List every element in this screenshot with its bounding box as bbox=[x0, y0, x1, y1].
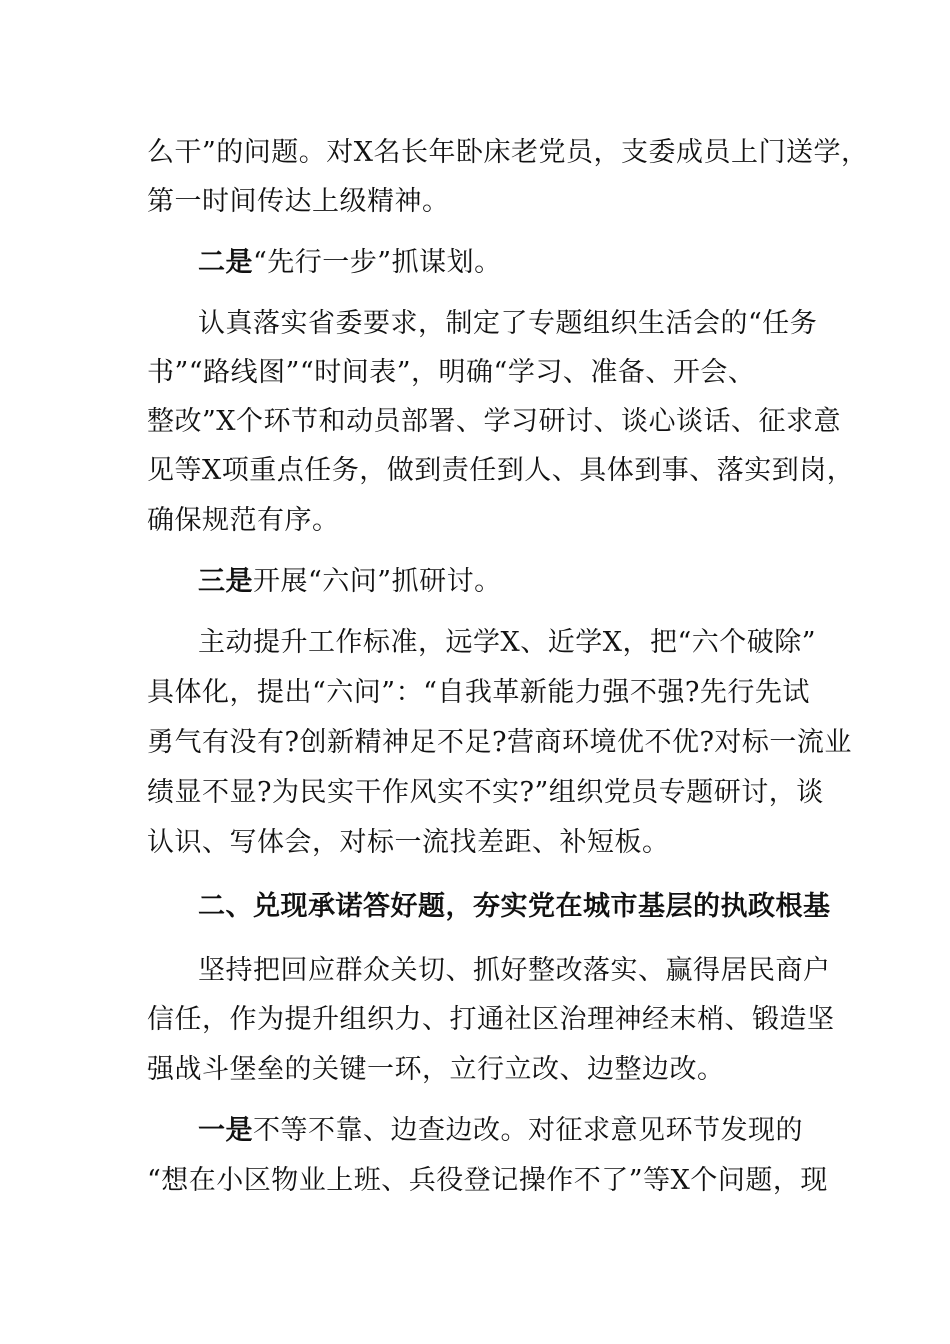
paragraph-line bbox=[198, 951, 831, 991]
paragraph-line bbox=[198, 304, 817, 344]
paragraph-line bbox=[147, 182, 450, 222]
subheading-line bbox=[198, 562, 502, 602]
lead-label: 一是 bbox=[198, 1115, 253, 1146]
paragraph-line bbox=[147, 673, 810, 713]
paragraph-line bbox=[147, 1000, 835, 1040]
lead-label: 二是 bbox=[198, 247, 253, 278]
paragraph-line bbox=[147, 723, 852, 763]
heading-text: 二、兑现承诺答好题，夯实党在城市基层的执政根基 bbox=[198, 891, 831, 922]
paragraph-line bbox=[147, 353, 755, 393]
line-text: 见等X项重点任务，做到责任到人、具体到事、落实到岗， bbox=[147, 455, 855, 486]
lead-label: 三是 bbox=[198, 566, 253, 597]
paragraph-line bbox=[147, 1161, 828, 1201]
line-text: 绩显不显?为民实干作风实不实?”组织党员专题研讨，谈 bbox=[147, 777, 824, 808]
paragraph-line bbox=[147, 1050, 725, 1090]
line-text: 第一时间传达上级精神。 bbox=[147, 186, 450, 217]
line-text: 认真落实省委要求，制定了专题组织生活会的“任务 bbox=[198, 308, 818, 339]
paragraph-line bbox=[198, 1111, 803, 1151]
paragraph-line bbox=[147, 451, 854, 491]
line-text: 主动提升工作标准，远学X、近学X，把“六个破除” bbox=[198, 627, 817, 658]
paragraph-line bbox=[147, 402, 841, 442]
paragraph-line bbox=[147, 501, 340, 541]
line-text: 书”“路线图”“时间表”，明确“学习、准备、开会、 bbox=[147, 357, 756, 388]
paragraph-line bbox=[147, 133, 869, 173]
line-text: 坚持把回应群众关切、抓好整改落实、赢得居民商户 bbox=[198, 955, 831, 986]
paragraph-line bbox=[147, 773, 824, 813]
line-text: 不等不靠、边查边改。对征求意见环节发现的 bbox=[253, 1115, 803, 1146]
line-text: 认识、写体会，对标一流找差距、补短板。 bbox=[147, 827, 670, 858]
subheading-line bbox=[198, 243, 502, 283]
section-heading bbox=[198, 887, 831, 927]
line-text: 勇气有没有?创新精神足不足?营商环境优不优?对标一流业 bbox=[147, 727, 852, 758]
line-text: 整改”X个环节和动员部署、学习研讨、谈心谈话、征求意 bbox=[147, 406, 842, 437]
line-text: “想在小区物业上班、兵役登记操作不了”等X个问题，现 bbox=[147, 1165, 828, 1196]
paragraph-line bbox=[198, 623, 816, 663]
line-text: 强战斗堡垒的关键一环，立行立改、边整边改。 bbox=[147, 1054, 725, 1085]
paragraph-line bbox=[147, 823, 670, 863]
line-text: 具体化，提出“六问”：“自我革新能力强不强?先行先试 bbox=[147, 677, 810, 708]
line-text: 确保规范有序。 bbox=[147, 505, 340, 536]
line-text: 信任，作为提升组织力、打通社区治理神经末梢、锻造坚 bbox=[147, 1004, 835, 1035]
line-text: “先行一步”抓谋划。 bbox=[253, 247, 502, 278]
line-text: 开展“六问”抓研讨。 bbox=[253, 566, 502, 597]
line-text: 么干”的问题。对X名长年卧床老党员，支委成员上门送学， bbox=[147, 137, 869, 168]
